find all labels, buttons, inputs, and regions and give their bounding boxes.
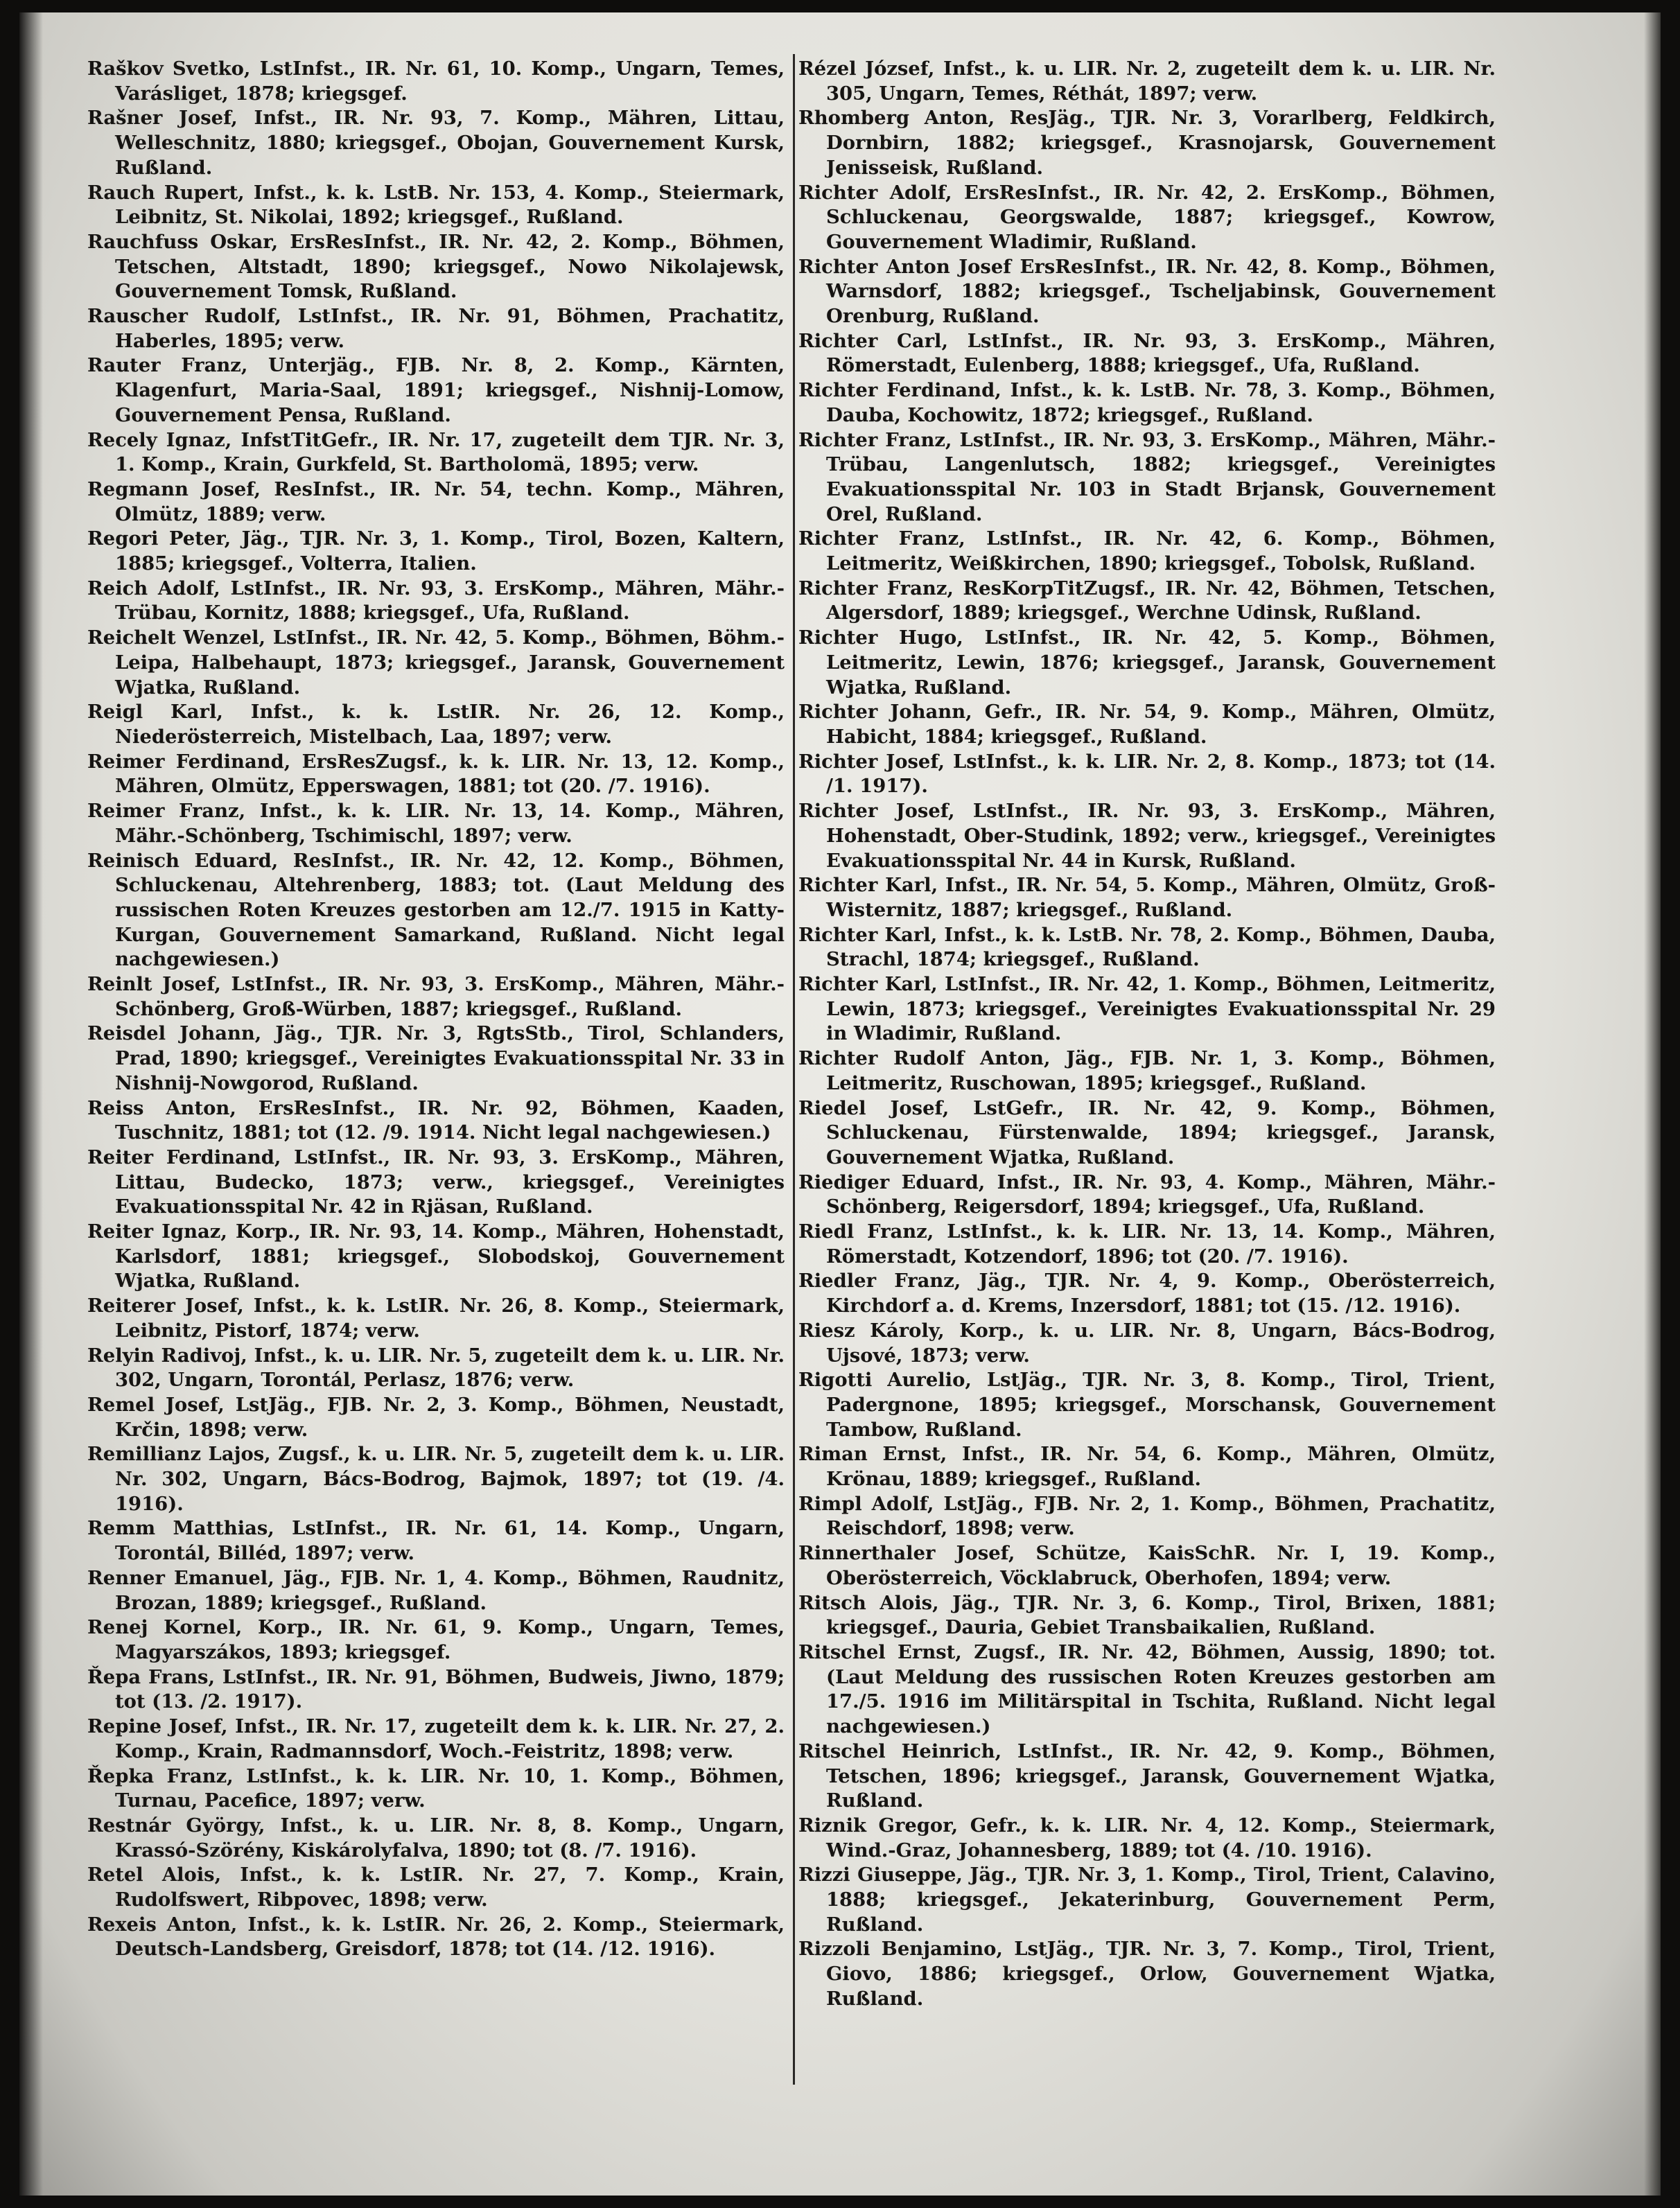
list-entry: Reiter Ferdinand, LstInfst., IR. Nr. 93, 3. ErsKomp., Mähren, Littau, Budecko, 1873; verw., kriegsgef., Vereinigtes Evakuationsspital Nr. 42 in Rjäsan, Rußland.: [87, 1146, 785, 1218]
list-entry: Richter Franz, ResKorpTitZugsf., IR. Nr. 42, Böhmen, Tetschen, Algersdorf, 1889; kriegsgef., Werchne Udinsk, Rußland.: [798, 577, 1496, 624]
list-entry: Repine Josef, Infst., IR. Nr. 17, zugeteilt dem k. k. LIR. Nr. 27, 2. Komp., Krain, Radmannsdorf, Woch.-Feistritz, 1898; verw.: [87, 1715, 785, 1762]
right-column: [798, 57, 1496, 2012]
list-entry: Riedel Josef, LstGefr., IR. Nr. 42, 9. Komp., Böhmen, Schluckenau, Fürstenwalde, 1894; kriegsgef., Jaransk, Gouvernement Wjatka, Rußland.: [798, 1096, 1496, 1168]
list-entry: Rinnerthaler Josef, Schütze, KaisSchR. Nr. I, 19. Komp., Oberösterreich, Vöcklabruck, Oberhofen, 1894; verw.: [798, 1542, 1496, 1589]
scan-edge-shadow-left: [19, 12, 43, 2196]
list-entry: Rexeis Anton, Infst., k. k. LstIR. Nr. 26, 2. Komp., Steiermark, Deutsch-Landsberg, Greisdorf, 1878; tot (14. /12. 1916).: [87, 1913, 785, 1961]
list-entry: Ritsch Alois, Jäg., TJR. Nr. 3, 6. Komp., Tirol, Brixen, 1881; kriegsgef., Dauria, Gebiet Transbaikalien, Rußland.: [798, 1591, 1496, 1639]
list-entry: Reimer Franz, Infst., k. k. LIR. Nr. 13, 14. Komp., Mähren, Mähr.-Schönberg, Tschimischl, 1897; verw.: [87, 800, 785, 847]
list-entry: Richter Franz, LstInfst., IR. Nr. 42, 6. Komp., Böhmen, Leitmeritz, Weißkirchen, 1890; kriegsgef., Tobolsk, Rußland.: [798, 527, 1496, 575]
list-entry: Remm Matthias, LstInfst., IR. Nr. 61, 14. Komp., Ungarn, Torontál, Billéd, 1897; verw.: [87, 1517, 785, 1565]
list-entry: Richter Karl, Infst., k. k. LstB. Nr. 78, 2. Komp., Böhmen, Dauba, Strachl, 1874; kriegsgef., Rußland.: [798, 923, 1496, 971]
list-entry: Remel Josef, LstJäg., FJB. Nr. 2, 3. Komp., Böhmen, Neustadt, Krčin, 1898; verw.: [87, 1393, 785, 1441]
list-entry: Retel Alois, Infst., k. k. LstIR. Nr. 27, 7. Komp., Krain, Rudolfswert, Ribpovec, 1898; verw.: [87, 1864, 785, 1911]
list-entry: Rigotti Aurelio, LstJäg., TJR. Nr. 3, 8. Komp., Tirol, Trient, Padergnone, 1895; kriegsgef., Morschansk, Gouvernement Tambow, Rußland.: [798, 1369, 1496, 1441]
list-entry: Rauter Franz, Unterjäg., FJB. Nr. 8, 2. Komp., Kärnten, Klagenfurt, Maria-Saal, 1891; kriegsgef., Nishnij-Lomow, Gouvernement Pensa, Rußland.: [87, 354, 785, 426]
list-entry: Reigl Karl, Infst., k. k. LstIR. Nr. 26, 12. Komp., Niederösterreich, Mistelbach, Laa, 1897; verw.: [87, 701, 785, 748]
list-entry: Riesz Károly, Korp., k. u. LIR. Nr. 8, Ungarn, Bács-Bodrog, Ujsové, 1873; verw.: [798, 1319, 1496, 1367]
list-entry: Richter Carl, LstInfst., IR. Nr. 93, 3. ErsKomp., Mähren, Römerstadt, Eulenberg, 1888; kriegsgef., Ufa, Rußland.: [798, 329, 1496, 377]
list-entry: Reiter Ignaz, Korp., IR. Nr. 93, 14. Komp., Mähren, Hohenstadt, Karlsdorf, 1881; kriegsgef., Slobodskoj, Gouvernement Wjatka, Rußland.: [87, 1220, 785, 1293]
list-entry: Reiterer Josef, Infst., k. k. LstIR. Nr. 26, 8. Komp., Steiermark, Leibnitz, Pistorf, 1874; verw.: [87, 1295, 785, 1342]
list-entry: Rimpl Adolf, LstJäg., FJB. Nr. 2, 1. Komp., Böhmen, Prachatitz, Reischdorf, 1898; verw.: [798, 1492, 1496, 1540]
list-entry: Reiss Anton, ErsResInfst., IR. Nr. 92, Böhmen, Kaaden, Tuschnitz, 1881; tot (12. /9. 1914. Nicht legal nachgewiesen.): [87, 1096, 785, 1144]
list-entry: Richter Adolf, ErsResInfst., IR. Nr. 42, 2. ErsKomp., Böhmen, Schluckenau, Georgswalde, 1887; kriegsgef., Kowrow, Gouvernement Wladimir, Rußland.: [798, 181, 1496, 253]
list-entry: Richter Josef, LstInfst., IR. Nr. 93, 3. ErsKomp., Mähren, Hohenstadt, Ober-Studink, 1892; verw., kriegsgef., Vereinigtes Evakuationsspital Nr. 44 in Kursk, Rußland.: [798, 800, 1496, 872]
list-entry: Reinisch Eduard, ResInfst., IR. Nr. 42, 12. Komp., Böhmen, Schluckenau, Altehrenberg, 1883; tot. (Laut Meldung des russischen Roten Kreuzes gestorben am 12./7. 1915 in Katty-Kurgan, Gouvernement Samarkand, Rußland. Nicht legal nachgewiesen.): [87, 849, 785, 971]
list-entry: Riznik Gregor, Gefr., k. k. LIR. Nr. 4, 12. Komp., Steiermark, Wind.-Graz, Johannesberg, 1889; tot (4. /10. 1916).: [798, 1814, 1496, 1861]
list-entry: Richter Karl, Infst., IR. Nr. 54, 5. Komp., Mähren, Olmütz, Groß-Wisternitz, 1887; kriegsgef., Rußland.: [798, 874, 1496, 921]
column-divider: [793, 54, 795, 2085]
list-entry: Řepka Franz, LstInfst., k. k. LIR. Nr. 10, 1. Komp., Böhmen, Turnau, Pacefice, 1897; verw.: [87, 1764, 785, 1812]
scan-edge-shadow-right: [1644, 12, 1661, 2196]
list-entry: Restnár György, Infst., k. u. LIR. Nr. 8, 8. Komp., Ungarn, Krassó-Szörény, Kiskárolyfalva, 1890; tot (8. /7. 1916).: [87, 1814, 785, 1861]
list-entry: Riedler Franz, Jäg., TJR. Nr. 4, 9. Komp., Oberösterreich, Kirchdorf a. d. Krems, Inzersdorf, 1881; tot (15. /12. 1916).: [798, 1270, 1496, 1317]
list-entry: Richter Franz, LstInfst., IR. Nr. 93, 3. ErsKomp., Mähren, Mähr.-Trübau, Langenlutsch, 1882; kriegsgef., Vereinigtes Evakuationsspital Nr. 103 in Stadt Brjansk, Gouvernement Orel, Rußland.: [798, 428, 1496, 525]
list-entry: Rizzi Giuseppe, Jäg., TJR. Nr. 3, 1. Komp., Tirol, Trient, Calavino, 1888; kriegsgef., Jekaterinburg, Gouvernement Perm, Rußland.: [798, 1864, 1496, 1936]
list-entry: Richter Hugo, LstInfst., IR. Nr. 42, 5. Komp., Böhmen, Leitmeritz, Lewin, 1876; kriegsgef., Jaransk, Gouvernement Wjatka, Rußland.: [798, 627, 1496, 699]
list-entry: Rauscher Rudolf, LstInfst., IR. Nr. 91, Böhmen, Prachatitz, Haberles, 1895; verw.: [87, 305, 785, 352]
list-entry: Ritschel Ernst, Zugsf., IR. Nr. 42, Böhmen, Aussig, 1890; tot. (Laut Meldung des russischen Roten Kreuzes gestorben am 17./5. 1916 im Militärspital in Tschita, Rußland. Nicht legal nachgewiesen.): [798, 1641, 1496, 1738]
list-entry: Ritschel Heinrich, LstInfst., IR. Nr. 42, 9. Komp., Böhmen, Tetschen, 1896; kriegsgef., Jaransk, Gouvernement Wjatka, Rußland.: [798, 1740, 1496, 1812]
list-entry: Remillianz Lajos, Zugsf., k. u. LIR. Nr. 5, zugeteilt dem k. u. LIR. Nr. 302, Ungarn, Bács-Bodrog, Bajmok, 1897; tot (19. /4. 1916).: [87, 1443, 785, 1515]
list-entry: Řepa Frans, LstInfst., IR. Nr. 91, Böhmen, Budweis, Jiwno, 1879; tot (13. /2. 1917).: [87, 1665, 785, 1713]
document-page: [19, 12, 1661, 2196]
list-entry: Riedl Franz, LstInfst., k. k. LIR. Nr. 13, 14. Komp., Mähren, Römerstadt, Kotzendorf, 1896; tot (20. /7. 1916).: [798, 1220, 1496, 1268]
list-entry: Reinlt Josef, LstInfst., IR. Nr. 93, 3. ErsKomp., Mähren, Mähr.-Schönberg, Groß-Würben, 1887; kriegsgef., Rußland.: [87, 973, 785, 1020]
list-entry: Rézel József, Infst., k. u. LIR. Nr. 2, zugeteilt dem k. u. LIR. Nr. 305, Ungarn, Temes, Réthát, 1897; verw.: [798, 58, 1496, 105]
list-entry: Reimer Ferdinand, ErsResZugsf., k. k. LIR. Nr. 13, 12. Komp., Mähren, Olmütz, Epperswagen, 1881; tot (20. /7. 1916).: [87, 750, 785, 798]
list-entry: Relyin Radivoj, Infst., k. u. LIR. Nr. 5, zugeteilt dem k. u. LIR. Nr. 302, Ungarn, Torontál, Perlasz, 1876; verw.: [87, 1344, 785, 1392]
list-entry: Riediger Eduard, Infst., IR. Nr. 93, 4. Komp., Mähren, Mähr.-Schönberg, Reigersdorf, 1894; kriegsgef., Ufa, Rußland.: [798, 1171, 1496, 1218]
list-entry: Regmann Josef, ResInfst., IR. Nr. 54, techn. Komp., Mähren, Olmütz, 1889; verw.: [87, 477, 785, 525]
list-entry: Raškov Svetko, LstInfst., IR. Nr. 61, 10. Komp., Ungarn, Temes, Varásliget, 1878; kriegsgef.: [87, 58, 785, 105]
list-entry: Rašner Josef, Infst., IR. Nr. 93, 7. Komp., Mähren, Littau, Welleschnitz, 1880; kriegsgef., Obojan, Gouvernement Kursk, Rußland.: [87, 107, 785, 179]
list-entry: Rauchfuss Oskar, ErsResInfst., IR. Nr. 42, 2. Komp., Böhmen, Tetschen, Altstadt, 1890; kriegsgef., Nowo Nikolajewsk, Gouvernement Tomsk, Rußland.: [87, 230, 785, 303]
list-entry: Renej Kornel, Korp., IR. Nr. 61, 9. Komp., Ungarn, Temes, Magyarszákos, 1893; kriegsgef.: [87, 1616, 785, 1663]
list-entry: Richter Ferdinand, Infst., k. k. LstB. Nr. 78, 3. Komp., Böhmen, Dauba, Kochowitz, 1872; kriegsgef., Rußland.: [798, 379, 1496, 426]
list-entry: Reich Adolf, LstInfst., IR. Nr. 93, 3. ErsKomp., Mähren, Mähr.-Trübau, Kornitz, 1888; kriegsgef., Ufa, Rußland.: [87, 577, 785, 624]
left-column: [87, 57, 785, 1962]
list-entry: Riman Ernst, Infst., IR. Nr. 54, 6. Komp., Mähren, Olmütz, Krönau, 1889; kriegsgef., Rußland.: [798, 1443, 1496, 1491]
list-entry: Recely Ignaz, InfstTitGefr., IR. Nr. 17, zugeteilt dem TJR. Nr. 3, 1. Komp., Krain, Gurkfeld, St. Bartholomä, 1895; verw.: [87, 428, 785, 476]
list-entry: Richter Johann, Gefr., IR. Nr. 54, 9. Komp., Mähren, Olmütz, Habicht, 1884; kriegsgef., Rußland.: [798, 701, 1496, 748]
list-entry: Regori Peter, Jäg., TJR. Nr. 3, 1. Komp., Tirol, Bozen, Kaltern, 1885; kriegsgef., Volterra, Italien.: [87, 527, 785, 575]
list-entry: Rizzoli Benjamino, LstJäg., TJR. Nr. 3, 7. Komp., Tirol, Trient, Giovo, 1886; kriegsgef., Orlow, Gouvernement Wjatka, Rußland.: [798, 1938, 1496, 2010]
list-entry: Rhomberg Anton, ResJäg., TJR. Nr. 3, Vorarlberg, Feldkirch, Dornbirn, 1882; kriegsgef., Krasnojarsk, Gouvernement Jenisseisk, Rußland.: [798, 107, 1496, 179]
list-entry: Renner Emanuel, Jäg., FJB. Nr. 1, 4. Komp., Böhmen, Raudnitz, Brozan, 1889; kriegsgef., Rußland.: [87, 1566, 785, 1614]
list-entry: Richter Karl, LstInfst., IR. Nr. 42, 1. Komp., Böhmen, Leitmeritz, Lewin, 1873; kriegsgef., Vereinigtes Evakuationsspital Nr. 29 in Wladimir, Rußland.: [798, 973, 1496, 1045]
list-entry: Richter Rudolf Anton, Jäg., FJB. Nr. 1, 3. Komp., Böhmen, Leitmeritz, Ruschowan, 1895; kriegsgef., Rußland.: [798, 1047, 1496, 1094]
list-entry: Reichelt Wenzel, LstInfst., IR. Nr. 42, 5. Komp., Böhmen, Böhm.-Leipa, Halbehaupt, 1873; kriegsgef., Jaransk, Gouvernement Wjatka, Rußland.: [87, 627, 785, 699]
list-entry: Richter Anton Josef ErsResInfst., IR. Nr. 42, 8. Komp., Böhmen, Warnsdorf, 1882; kriegsgef., Tscheljabinsk, Gouvernement Orenburg, Rußland.: [798, 255, 1496, 328]
list-entry: Rauch Rupert, Infst., k. k. LstB. Nr. 153, 4. Komp., Steiermark, Leibnitz, St. Nikolai, 1892; kriegsgef., Rußland.: [87, 181, 785, 229]
list-entry: Richter Josef, LstInfst., k. k. LIR. Nr. 2, 8. Komp., 1873; tot (14. /1. 1917).: [798, 750, 1496, 798]
list-entry: Reisdel Johann, Jäg., TJR. Nr. 3, RgtsStb., Tirol, Schlanders, Prad, 1890; kriegsgef., Vereinigtes Evakuationsspital Nr. 33 in Nishnij-Nowgorod, Rußland.: [87, 1022, 785, 1094]
